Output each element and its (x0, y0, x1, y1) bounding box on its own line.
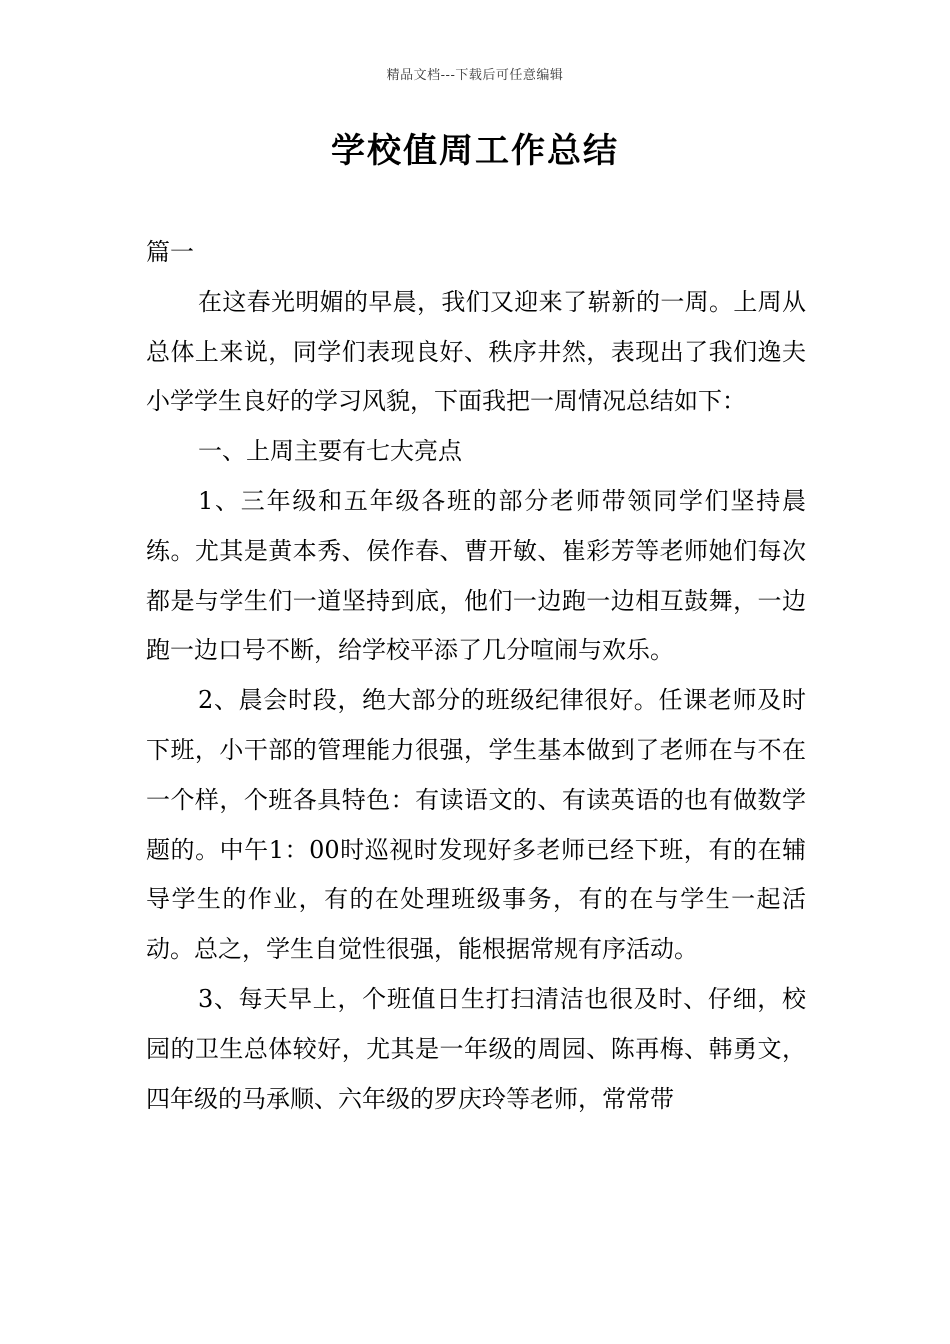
header-note: 精品文档---下载后可任意编辑 (386, 68, 564, 83)
document-title: 学校值周工作总结 (331, 131, 619, 171)
paragraph-item-3: 3、每天早上，个班值日生打扫清洁也很及时、仔细，校园的卫生总体较好，尤其是一年级的周园、陈再梅、韩勇文，四年级的马承顺、六年级的罗庆玲等老师，常常带 (146, 984, 806, 1113)
paragraph-heading-highlights: 一、上周主要有七大亮点 (198, 437, 462, 466)
document-body (146, 228, 806, 1124)
section-label: 篇一 (146, 238, 194, 266)
paragraph-item-1: 1、三年级和五年级各班的部分老师带领同学们坚持晨练。尤其是黄本秀、侯作春、曹开敏、崔彩芳等老师她们每次都是与学生们一道坚持到底，他们一边跑一边相互鼓舞，一边跑一边口号不断，给学校平添了几分喧闹与欢乐。 (146, 486, 806, 665)
paragraph-item-2: 2、晨会时段，绝大部分的班级纪律很好。任课老师及时下班，小干部的管理能力很强，学生基本做到了老师在与不在一个样，个班各具特色：有读语文的、有读英语的也有做数学题的。中午1：00时巡视时发现好多老师已经下班，有的在辅导学生的作业，有的在处理班级事务，有的在与学生一起活动。总之，学生自觉性很强，能根据常规有序活动。 (146, 686, 806, 964)
paragraph-intro: 在这春光明媚的早晨，我们又迎来了崭新的一周。上周从总体上来说，同学们表现良好、秩序井然，表现出了我们逸夫小学学生良好的学习风貌，下面我把一周情况总结如下： (146, 287, 806, 416)
